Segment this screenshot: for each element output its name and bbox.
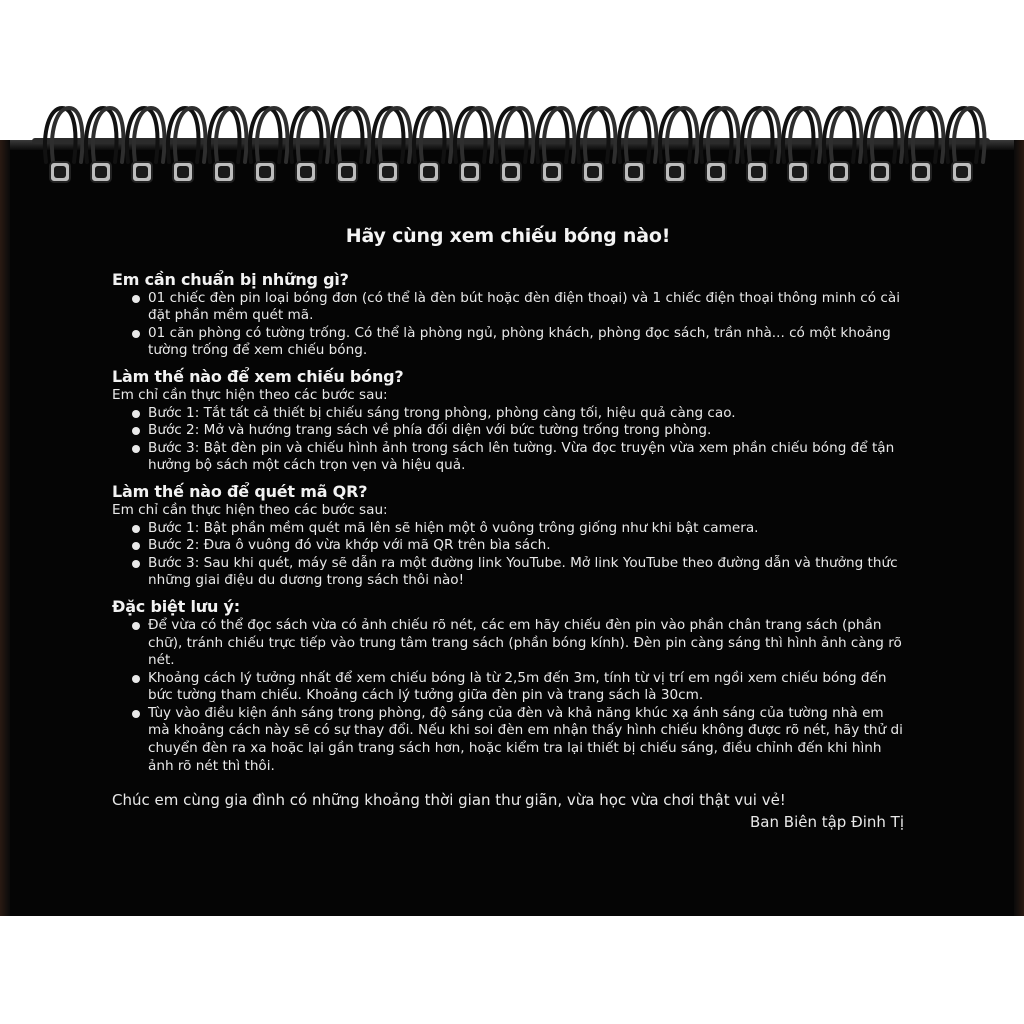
spiral-coil [455,108,493,182]
list-item: Bước 2: Đưa ô vuông đó vừa khớp với mã QR trên bìa sách. [112,537,904,555]
spiral-coil [906,108,944,182]
section-intro: Em chỉ cần thực hiện theo các bước sau: [112,501,388,518]
bullet-list [112,617,904,775]
spiral-coil [824,108,862,182]
spiral-coil [783,108,821,182]
spiral-coil [701,108,739,182]
list-item: Khoảng cách lý tưởng nhất để xem chiếu bóng là từ 2,5m đến 3m, tính từ vị trí em ngồi xem chiếu bóng đến bức tường tham chiếu. Khoảng cách lý tưởng giữa đèn pin và trang sách là 30cm. [112,670,904,705]
section-heading: Làm thế nào để quét mã QR? [112,481,368,501]
spiral-coil [373,108,411,182]
section-how-to-watch [112,367,904,475]
list-item: Bước 3: Sau khi quét, máy sẽ dẫn ra một đường link YouTube. Mở link YouTube theo đường dẫn và thưởng thức những giai điệu du dương trong sách thôi nào! [112,555,904,590]
list-item: Bước 3: Bật đèn pin và chiếu hình ảnh trong sách lên tường. Vừa đọc truyện vừa xem phần chiếu bóng để tận hưởng bộ sách một cách trọn vẹn và hiệu quả. [112,440,904,475]
book-right-edge [1014,140,1024,916]
spiral-coil [537,108,575,182]
spiral-coil [865,108,903,182]
spiral-coil [947,108,985,182]
section-heading: Em cần chuẩn bị những gì? [112,269,349,289]
spiral-coil [332,108,370,182]
section-preparation [112,270,904,360]
list-item: 01 chiếc đèn pin loại bóng đơn (có thể là đèn bút hoặc đèn điện thoại) và 1 chiếc điện thoại thông minh có cài đặt phần mềm quét mã. [112,290,904,325]
section-heading: Đặc biệt lưu ý: [112,596,240,616]
book-left-edge [0,140,10,916]
bullet-list [112,520,904,590]
bullet-list [112,405,904,475]
section-intro: Em chỉ cần thực hiện theo các bước sau: [112,386,388,403]
bullet-list [112,290,904,360]
spiral-coil [45,108,83,182]
section-heading: Làm thế nào để xem chiếu bóng? [112,366,404,386]
spiral-coil [660,108,698,182]
list-item: Tùy vào điều kiện ánh sáng trong phòng, độ sáng của đèn và khả năng khúc xạ ánh sáng của tường nhà em mà khoảng cách này sẽ có sự thay đổi. Nếu khi soi đèn em nhận thấy hình chiếu không được rõ nét, hãy thử di chuyển đèn ra xa hoặc lại gần trang sách hơn, hoặc kiểm tra lại thiết bị chiếu sáng, điều chỉnh đến khi hình ảnh rõ nét thì thôi. [112,705,904,775]
spiral-coil [209,108,247,182]
spiral-coil [496,108,534,182]
list-item: Để vừa có thể đọc sách vừa có ảnh chiếu rõ nét, các em hãy chiếu đèn pin vào phần chân trang sách (phần chữ), tránh chiếu trực tiếp vào trung tâm trang sách (phần bóng kính). Đèn pin càng sáng thì hình ảnh càng rõ nét. [112,617,904,670]
section-notes [112,597,904,775]
spiral-coil [86,108,124,182]
spiral-coil [619,108,657,182]
spiral-coil [742,108,780,182]
signature: Ban Biên tập Đinh Tị [750,813,904,832]
closing-block [112,789,904,833]
spiral-binding [0,100,1024,195]
spiral-coil [168,108,206,182]
spiral-coil [127,108,165,182]
page-content [112,225,904,833]
list-item: Bước 1: Tắt tất cả thiết bị chiếu sáng trong phòng, phòng càng tối, hiệu quả càng cao. [112,405,904,423]
spiral-coil [578,108,616,182]
closing-message: Chúc em cùng gia đình có những khoảng thời gian thư giãn, vừa học vừa chơi thật vui vẻ! [112,791,786,810]
spiral-coil [250,108,288,182]
list-item: Bước 2: Mở và hướng trang sách về phía đối diện với bức tường trống trong phòng. [112,422,904,440]
section-qr-scan [112,482,904,590]
list-item: Bước 1: Bật phần mềm quét mã lên sẽ hiện một ô vuông trông giống như khi bật camera. [112,520,904,538]
spiral-coil [291,108,329,182]
spiral-coil [414,108,452,182]
page-title: Hãy cùng xem chiếu bóng nào! [345,225,671,247]
list-item: 01 căn phòng có tường trống. Có thể là phòng ngủ, phòng khách, phòng đọc sách, trần nhà... có một khoảng tường trống để xem chiếu bóng. [112,325,904,360]
